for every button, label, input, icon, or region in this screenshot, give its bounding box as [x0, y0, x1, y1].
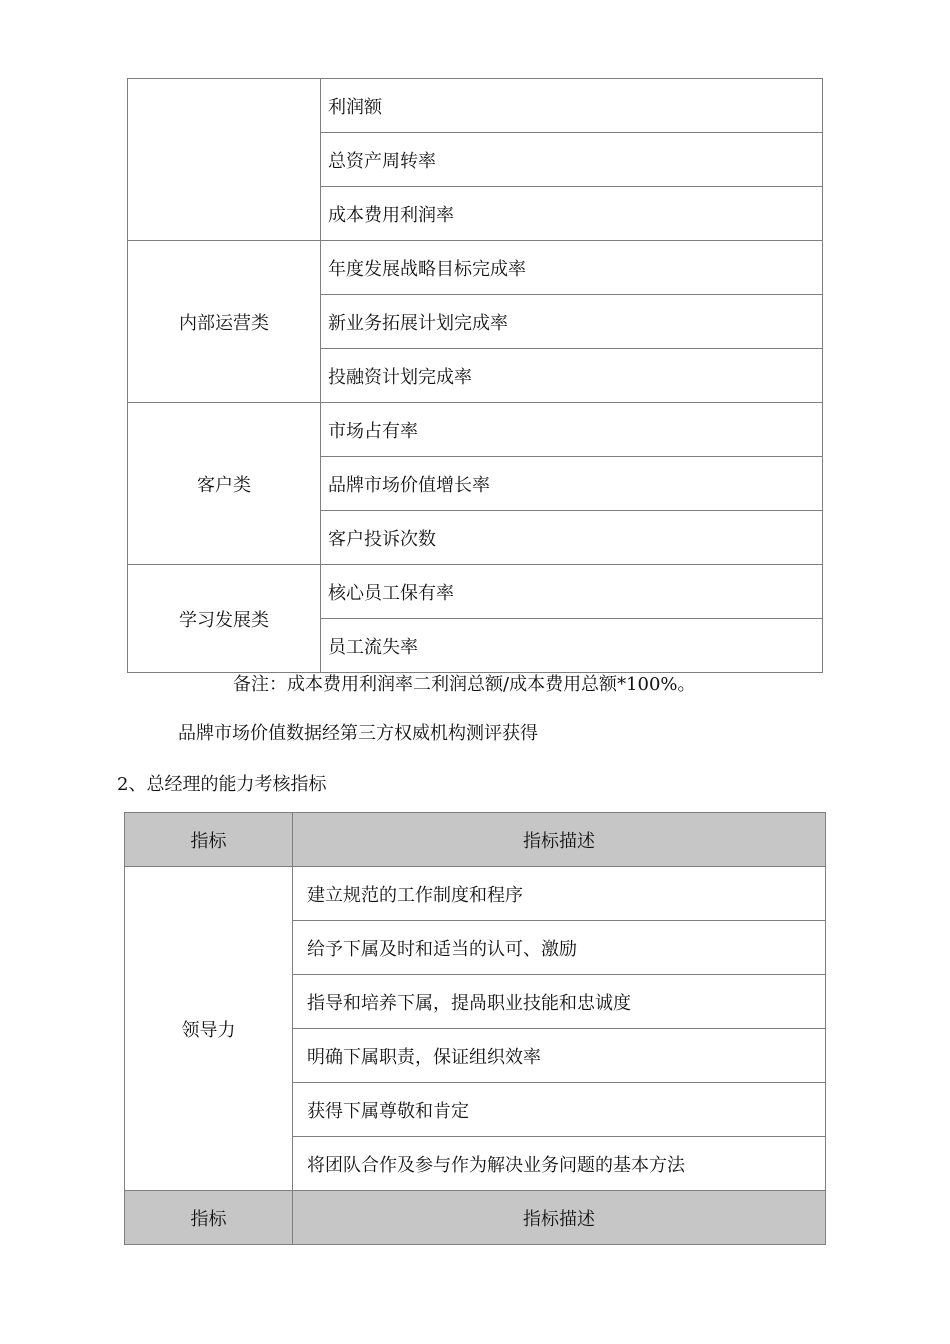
table-row: [128, 403, 823, 457]
category-cell: 客户类: [128, 403, 321, 565]
description-cell: 明确下属职责，保证组织效率: [293, 1029, 826, 1083]
category-cell: [128, 79, 321, 241]
indicator-cell: 核心员工保有率: [321, 565, 823, 619]
description-cell: 建立规范的工作制度和程序: [293, 867, 826, 921]
column-footer-indicator: 指标: [125, 1191, 293, 1245]
column-header-indicator: 指标: [125, 813, 293, 867]
indicator-cell: 客户投诉次数: [321, 511, 823, 565]
table-row: [128, 565, 823, 619]
indicator-cell: 年度发展战略目标完成率: [321, 241, 823, 295]
section-heading: [117, 770, 326, 796]
header-row: [125, 813, 826, 867]
ability-table: [124, 812, 826, 1245]
remark-note: [233, 670, 696, 696]
description-cell: 给予下属及时和适当的认可、激励: [293, 921, 826, 975]
indicator-cell: 员工流失率: [321, 619, 823, 673]
description-cell: 指导和培养下属，提咼职业技能和忠诚度: [293, 975, 826, 1029]
table-row: [128, 79, 823, 133]
brand-value-note: 品牌市场价值数据经第三方权威机构测评获得: [178, 723, 538, 744]
indicator-cell: 品牌市场价值增长率: [321, 457, 823, 511]
indicator-cell: 成本费用利润率: [321, 187, 823, 241]
category-cell: 学习发展类: [128, 565, 321, 673]
category-cell: 领导力: [125, 867, 293, 1191]
table-row: [125, 867, 826, 921]
indicator-cell: 投融资计划完成率: [321, 349, 823, 403]
indicator-cell: 市场占有率: [321, 403, 823, 457]
kpi-table: [127, 78, 823, 673]
section-title: 总经理的能力考核指标: [146, 774, 327, 795]
section-number: 2、: [117, 774, 147, 795]
indicator-cell: 利润额: [321, 79, 823, 133]
remark-text: 备注：成本费用利润率二利润总额/成本费用总额: [233, 674, 618, 695]
description-cell: 将团队合作及参与作为解决业务问题的基本方法: [293, 1137, 826, 1191]
category-cell: 内部运营类: [128, 241, 321, 403]
footer-row: [125, 1191, 826, 1245]
description-cell: 获得下属尊敬和肯定: [293, 1083, 826, 1137]
indicator-cell: 总资产周转率: [321, 133, 823, 187]
column-footer-description: 指标描述: [293, 1191, 826, 1245]
table-row: [128, 241, 823, 295]
indicator-cell: 新业务拓展计划完成率: [321, 295, 823, 349]
column-header-description: 指标描述: [293, 813, 826, 867]
remark-formula: *100%。: [617, 674, 696, 695]
